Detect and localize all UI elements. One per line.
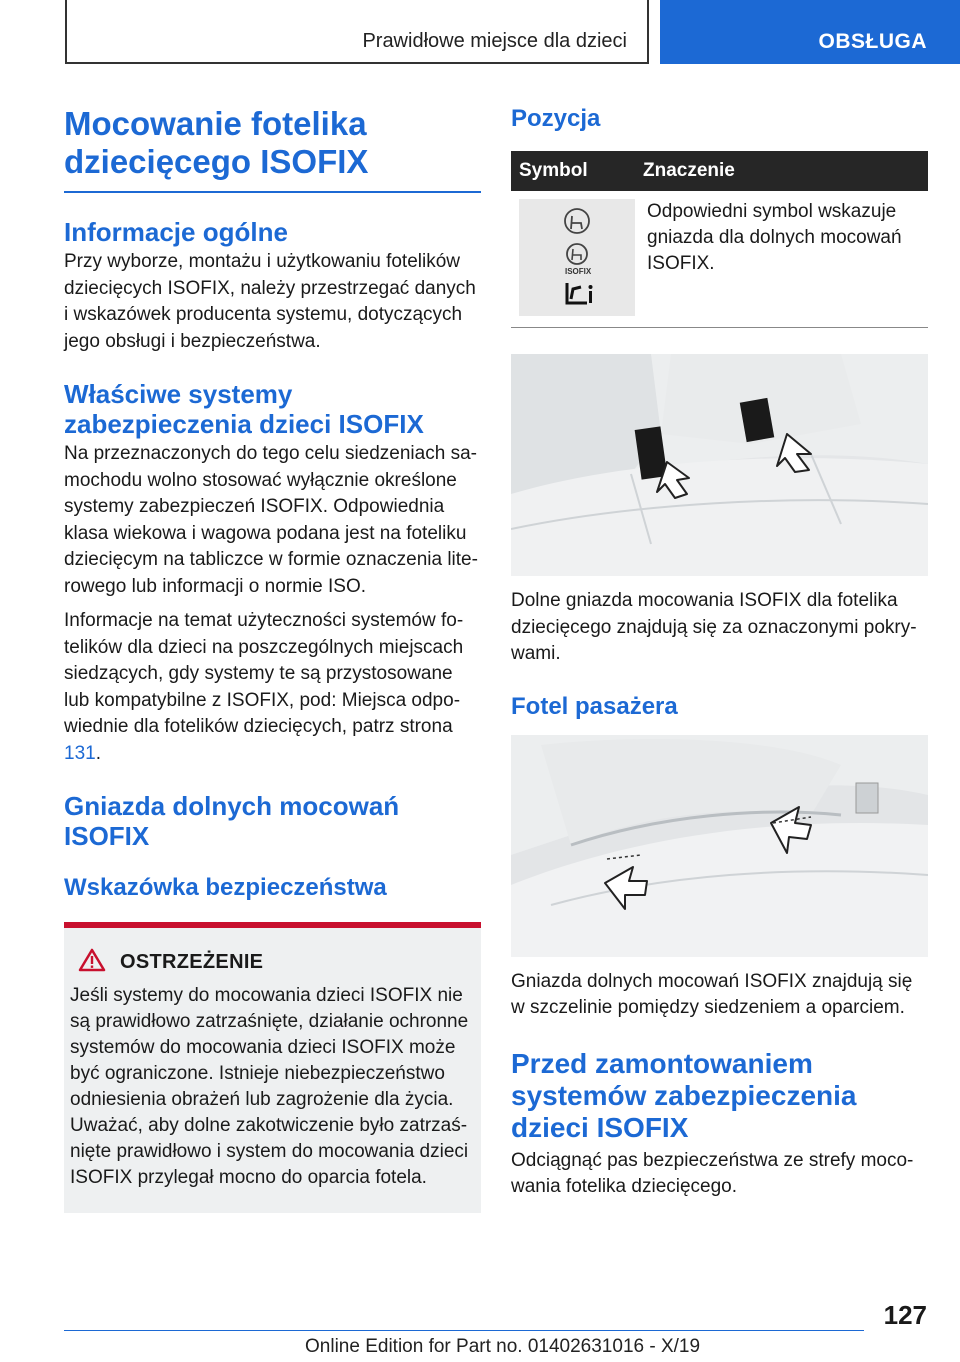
left-column: [64, 100, 481, 1213]
heading-position: Pozycja: [511, 105, 601, 132]
page-number: 127: [883, 1300, 927, 1330]
passenger-seat-photo: [511, 735, 928, 957]
footer-divider: [64, 1330, 864, 1331]
page-link[interactable]: 131: [64, 742, 96, 764]
isofix-symbols: [519, 199, 635, 316]
heading-passenger: Fotel pasażera: [511, 692, 678, 720]
warning-title: OSTRZEŻENIE: [120, 951, 264, 973]
footer-edition: Online Edition for Part no. 01402631016 - X/19: [305, 1336, 701, 1357]
meaning-text: Odpowiedni symbol wskazuje gniazda dla dolnych mocowań ISOFIX.: [647, 201, 902, 274]
chapter-title: OBSŁUGA: [818, 30, 927, 53]
warning-text: Jeśli systemy do mocowania dzieci ISOFIX nie są prawidłowo zatrzaśnięte, działanie ochronne systemów do mocowania dzieci ISOFIX może być ograniczone. Istnieje niebezpieczeństwo odniesienia obrażeń lub zagrożenie dla życia. Uważać, aby dolne zakotwiczenie było zatrzaśnięte prawidłowo i system do mocowania dzieci ISOFIX przylegał mocno do oparcia fotela.: [70, 985, 469, 1188]
symbol-table: [511, 151, 928, 328]
warning-header: [78, 948, 475, 977]
chapter-tab: [660, 0, 960, 64]
heading-general: Informacje ogólne: [64, 217, 288, 247]
caption-rear: Dolne gniazda mocowania ISOFIX dla fotelika dziecięcego znajdują się za oznaczonymi pokrywami.: [511, 590, 917, 664]
header-symbol: Symbol: [519, 160, 588, 181]
warning-triangle-icon: [78, 948, 106, 977]
heading-systems: Właściwe systemy zabezpieczenia dzieci ISOFIX: [64, 379, 424, 439]
heading-anchors: Gniazda dolnych mocowań ISOFIX: [64, 791, 400, 851]
section-title: Prawidłowe miejsce dla dzieci: [362, 30, 627, 52]
isofix-label: ISOFIX: [565, 267, 592, 276]
paragraph-end: .: [95, 742, 101, 764]
heading-safety: Wskazówka bezpieczeństwa: [64, 874, 387, 901]
rear-seat-photo: [511, 354, 928, 576]
table-row: [511, 191, 928, 328]
right-column: [511, 100, 928, 1201]
paragraph-systems-2: [64, 608, 481, 767]
isofix-symbol-icon: [519, 199, 635, 316]
table-header: [511, 151, 928, 191]
page-title: Mocowanie fotelika dziecięcego ISOFIX: [64, 105, 481, 193]
header-meaning: Znaczenie: [643, 160, 735, 181]
paragraph-before-install: Odciągnąć pas bezpieczeństwa ze strefy mocowania fotelika dziecięcego.: [511, 1149, 914, 1197]
paragraph-systems-2-text: Informacje na temat użyteczności systemów fotelików dla dzieci na poszczególnych miejscach siedzących, gdy systemy te są przystosowane lub kompatybilne z ISOFIX, pod: Miejsca odpowiednie dla fotelików dziecięcych, patrz strona: [64, 610, 464, 737]
caption-passenger: Gniazda dolnych mocowań ISOFIX znajdują się w szczelinie pomiędzy siedzeniem a oparciem.: [511, 970, 913, 1018]
paragraph-general: Przy wyborze, montażu i użytkowaniu fotelików dziecięcych ISOFIX, należy przestrzegać danych i wskazówek producenta systemu, dotyczących jego obsługi i bezpieczeństwa.: [64, 251, 476, 352]
warning-box: [64, 922, 481, 1213]
header-section-box: [65, 0, 649, 64]
paragraph-systems-1: Na przeznaczonych do tego celu siedzeniach samochodu wolno stosować wyłącznie określone systemy zabezpieczeń ISOFIX. Odpowiednia klasa wiekowa i wagowa podana jest na foteliku dziecięcym na tabliczce w formie oznaczenia literowego lub informacji o normie ISO.: [64, 443, 478, 597]
heading-before-install: Przed zamontowaniem systemów zabezpieczenia dzieci ISOFIX: [511, 1047, 857, 1143]
